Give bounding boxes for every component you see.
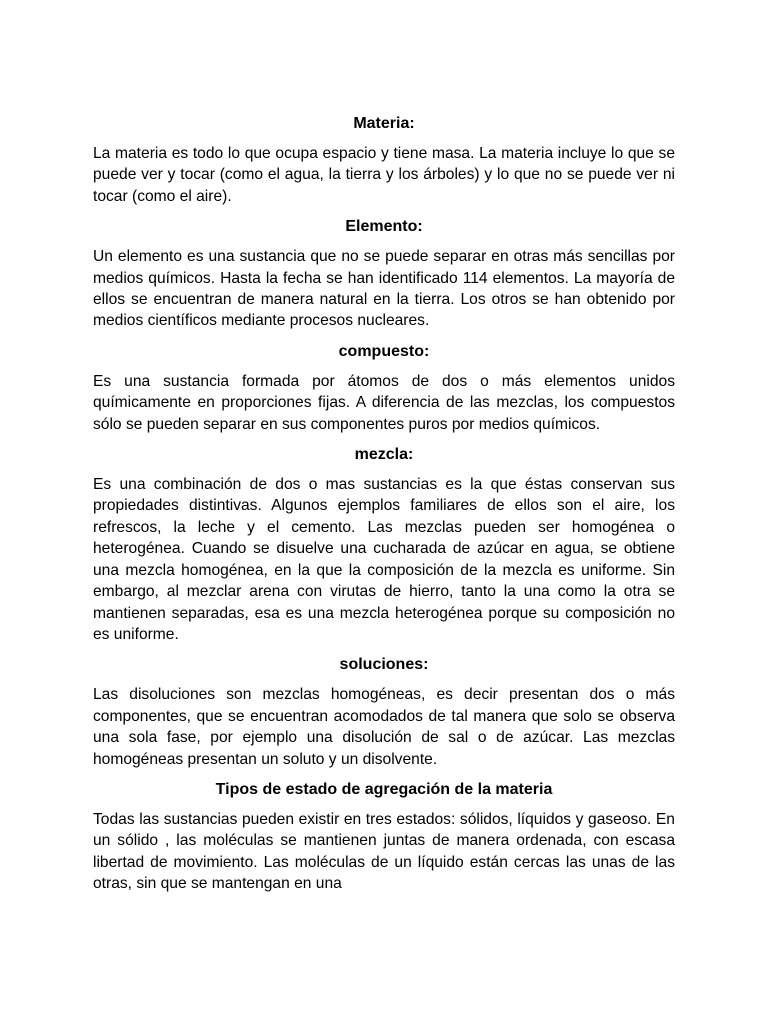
- section-estados: [93, 780, 675, 895]
- section-soluciones: [93, 655, 675, 770]
- document-page: [93, 114, 675, 895]
- paragraph-materia: La materia es todo lo que ocupa espacio y tiene masa. La materia incluye lo que se puede ver y tocar (como el agua, la tierra y los árboles) y lo que no se puede ver ni tocar (como el aire).: [93, 145, 675, 205]
- heading-elemento: Elemento:: [345, 218, 423, 236]
- heading-compuesto: compuesto:: [338, 342, 430, 360]
- section-elemento: [93, 217, 675, 332]
- heading-soluciones: soluciones:: [339, 656, 429, 674]
- section-materia: [93, 114, 675, 207]
- heading-estados: Tipos de estado de agregación de la materia: [215, 780, 553, 798]
- paragraph-compuesto: Es una sustancia formada por átomos de dos o más elementos unidos químicamente en proporciones fijas. A diferencia de las mezclas, los compuestos sólo se pueden separar en sus componentes puros por medios químicos.: [93, 372, 675, 433]
- section-compuesto: [93, 342, 675, 435]
- section-mezcla: [93, 445, 675, 645]
- paragraph-elemento: Un elemento es una sustancia que no se puede separar en otras más sencillas por medios químicos. Hasta la fecha se han identificado 114 elementos. La mayoría de ellos se encuentran de manera natural en la tierra. Los otros se han obtenido por medios científicos mediante procesos nucleares.: [93, 248, 675, 330]
- paragraph-mezcla: Es una combinación de dos o mas sustancias es la que éstas conservan sus propiedades distintivas. Algunos ejemplos familiares de ellos son el aire, los refrescos, la leche y el cemento. Las mezclas pueden ser homogénea o heterogénea. Cuando se disuelve una cucharada de azúcar en agua, se obtiene una mezcla homogénea, en la que la composición de la mezcla es uniforme. Sin embargo, al mezclar arena con virutas de hierro, tanto la una como la otra se mantienen separadas, esa es una mezcla heterogénea porque su composición no es uniforme.: [93, 476, 675, 643]
- heading-mezcla: mezcla:: [354, 446, 414, 464]
- heading-materia: Materia:: [353, 115, 415, 132]
- paragraph-soluciones: Las disoluciones son mezclas homogéneas, es decir presentan dos o más componentes, que se encuentran acomodados de tal manera que solo se observa una sola fase, por ejemplo una disolución de sal o de azúcar. Las mezclas homogéneas presentan un soluto y un disolvente.: [93, 686, 675, 768]
- paragraph-estados: Todas las sustancias pueden existir en tres estados: sólidos, líquidos y gaseoso. En un sólido , las moléculas se mantienen juntas de manera ordenada, con escasa libertad de movimiento. Las moléculas de un líquido están cercas las unas de las otras, sin que se mantengan en una: [93, 810, 675, 893]
